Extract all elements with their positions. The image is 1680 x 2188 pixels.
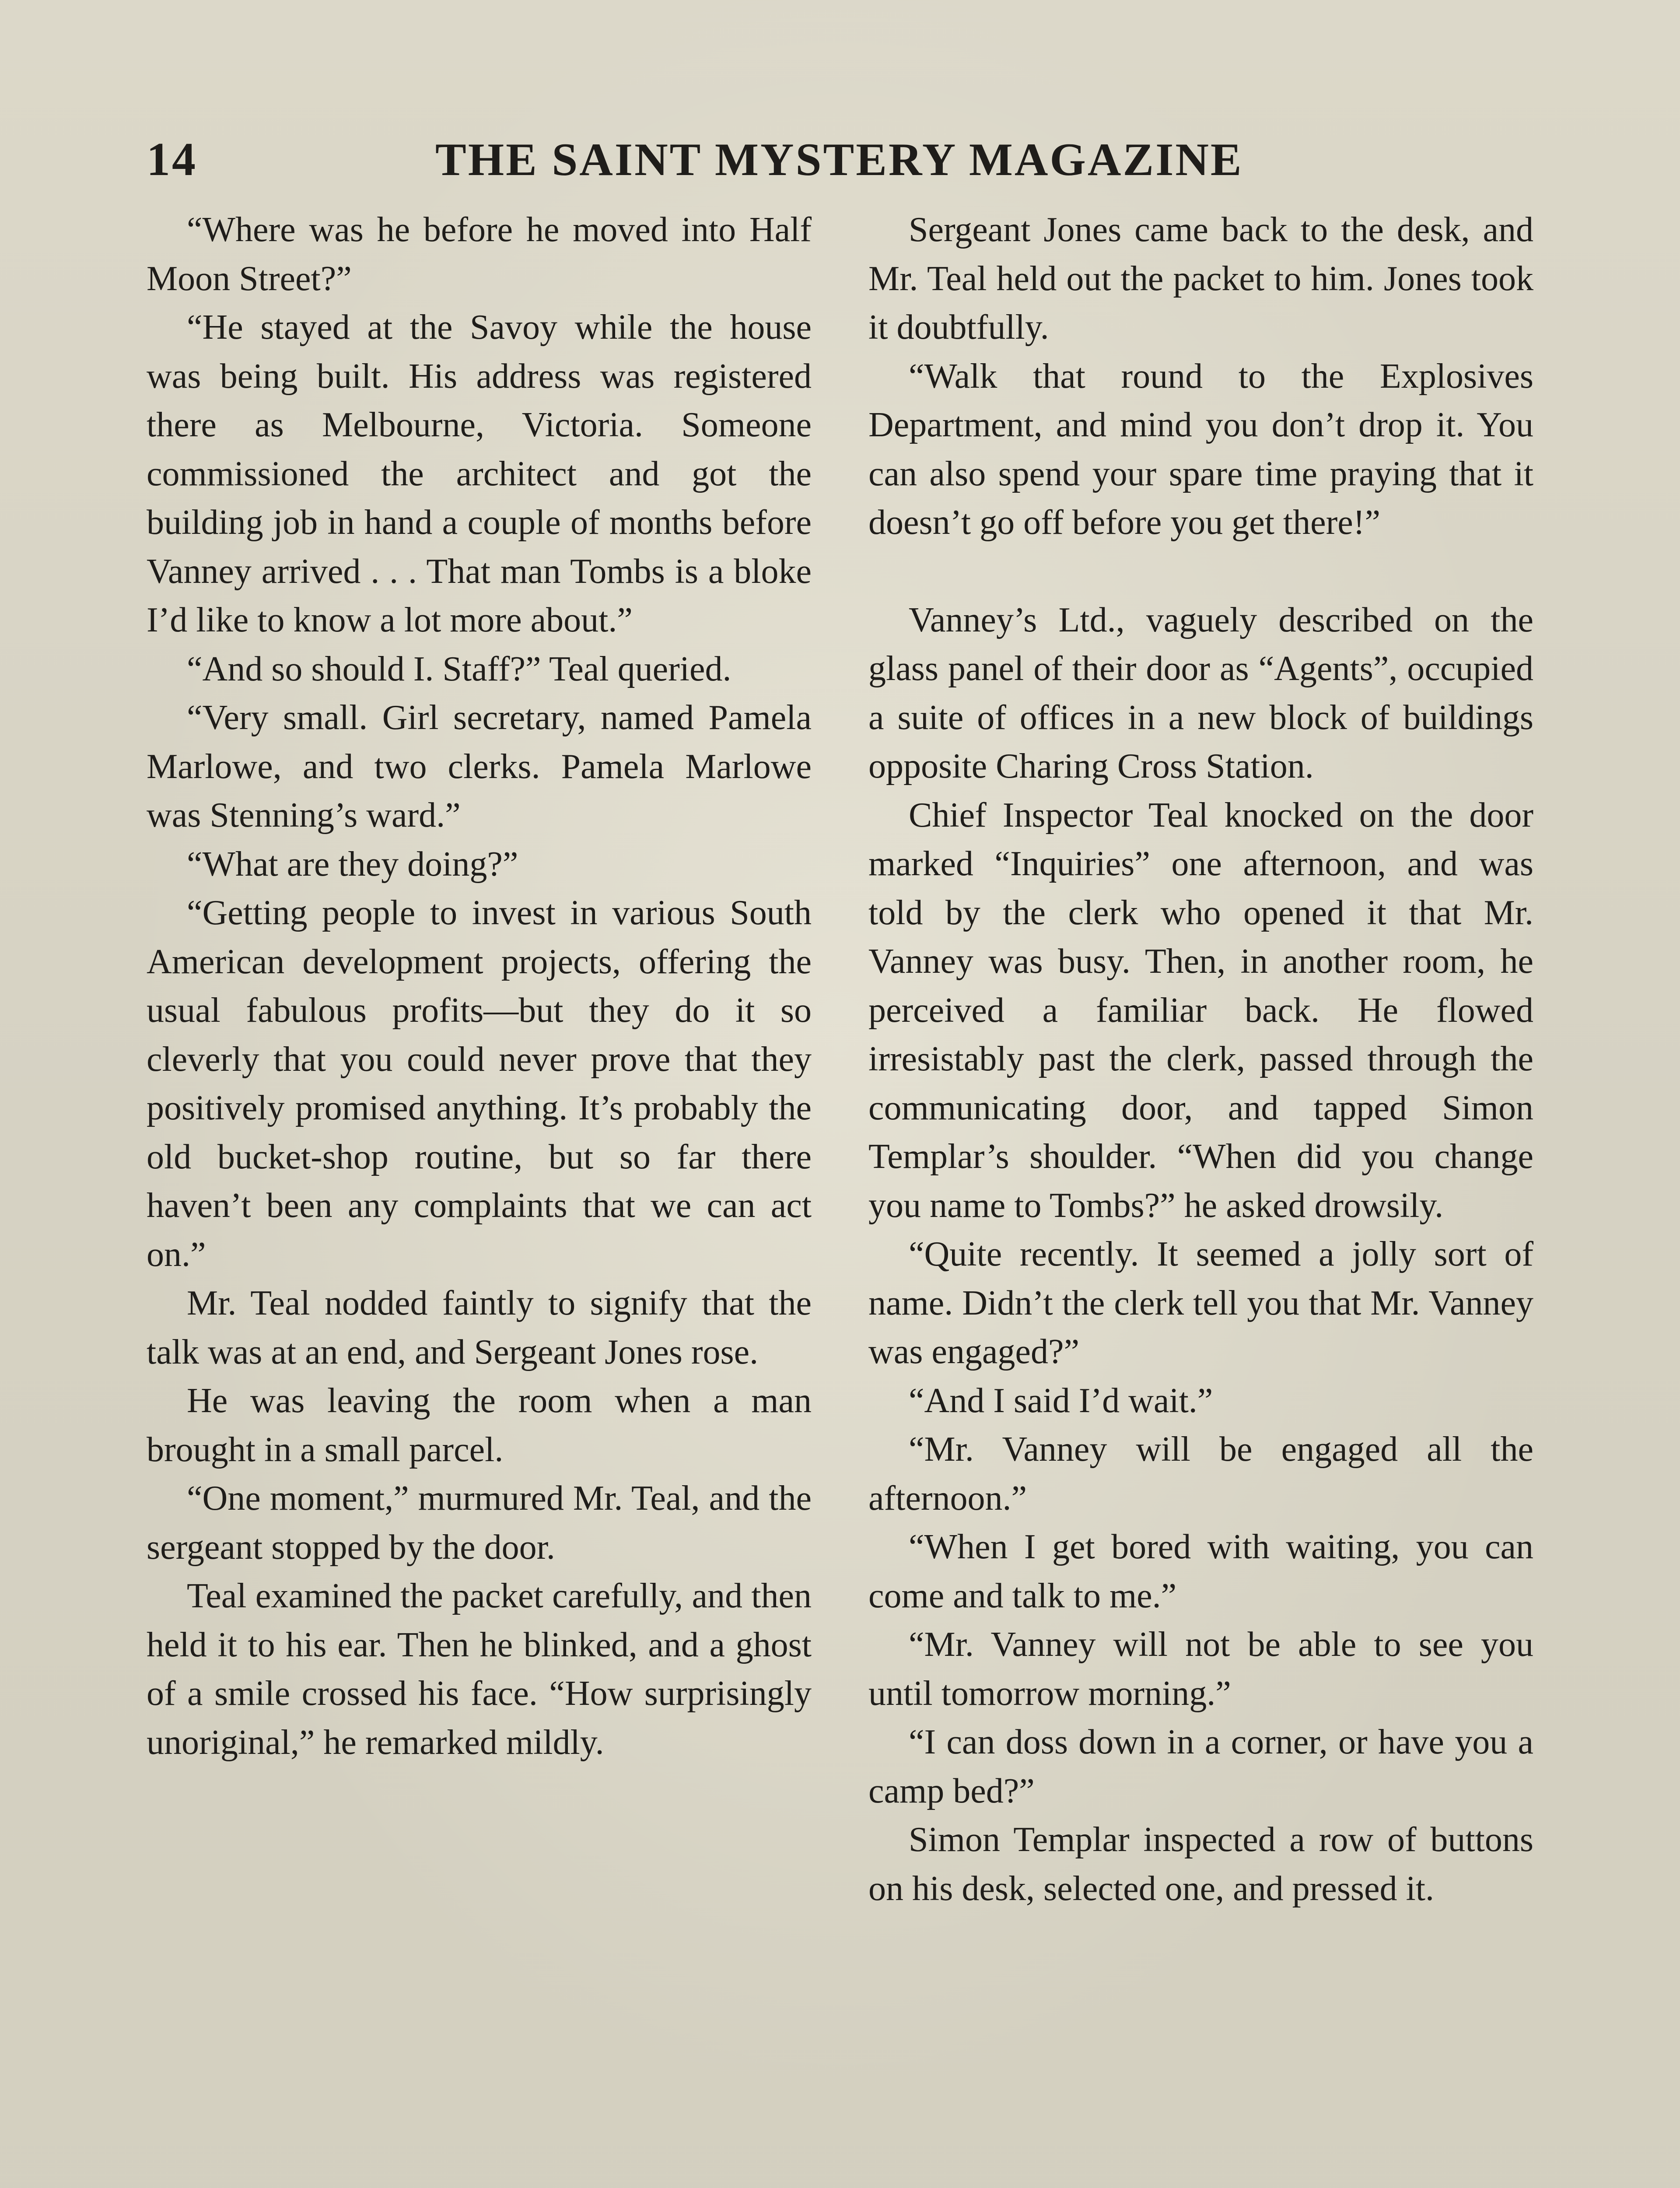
paragraph: Chief Inspector Teal knocked on the door marked “Inquiries” one afternoon, and was told by the clerk who opened it that Mr. Vanney was busy. Then, in another room, he perceived a familiar back. He flowed irresistably past the clerk, passed through the communicating door, and tapped Simon Templar’s shoulder. “When did you change you name to Tombs?” he asked drowsily.: [868, 796, 1533, 1225]
paragraph: “I can doss down in a corner, or have you a camp bed?”: [868, 1723, 1533, 1810]
paragraph: “Where was he before he moved into Half Moon Street?”: [147, 210, 812, 298]
paragraph: “He stayed at the Savoy while the house was being built. His address was registered there as Melbourne, Victoria. Someone commissioned the architect and got the building job in hand a couple of months before Vanney arrived . . . That man Tombs is a bloke I’d like to know a lot more about.”: [147, 308, 812, 639]
paragraph: “And I said I’d wait.”: [909, 1381, 1213, 1420]
paragraph: He was leaving the room when a man brought in a small parcel.: [147, 1382, 812, 1469]
paragraph: “One moment,” murmured Mr. Teal, and the sergeant stopped by the door.: [147, 1479, 812, 1567]
paragraph: “When I get bored with waiting, you can come and talk to me.”: [868, 1528, 1533, 1615]
right-text-column: [868, 206, 1533, 1913]
page-number: 14: [147, 133, 197, 186]
paragraph: Mr. Teal nodded faintly to signify that the talk was at an end, and Sergeant Jones rose.: [147, 1284, 812, 1371]
paragraph: “Getting people to invest in various South American development projects, offering the usual fabulous profits—but they do it so cleverly that you could never prove that they positively promised anything. It’s probably the old bucket-shop routine, but so far there haven’t been any complaints that we can act on.”: [147, 894, 812, 1274]
paragraph: “What are they doing?”: [187, 845, 518, 884]
paragraph: Simon Templar inspected a row of buttons on his desk, selected one, and pressed it.: [868, 1820, 1533, 1908]
paragraph: Vanney’s Ltd., vaguely described on the glass panel of their door as “Agents”, occupied a suite of offices in a new block of buildings opposite Charing Cross Station.: [868, 600, 1533, 785]
paragraph: “Mr. Vanney will be engaged all the afternoon.”: [868, 1430, 1533, 1518]
paragraph: “Quite recently. It seemed a jolly sort of name. Didn’t the clerk tell you that Mr. Vanney was engaged?”: [868, 1235, 1533, 1371]
left-text-column: [147, 206, 812, 1767]
paragraph: “Walk that round to the Explosives Department, and mind you don’t drop it. You can also spend your spare time praying that it doesn’t go off before you get there!”: [868, 357, 1533, 542]
paragraph: Sergeant Jones came back to the desk, and Mr. Teal held out the packet to him. Jones took it doubtfully.: [868, 210, 1533, 347]
paragraph: Teal examined the packet carefully, and then held it to his ear. Then he blinked, and a ghost of a smile crossed his face. “How surprisingly unoriginal,” he remarked mildly.: [147, 1577, 812, 1762]
paragraph: “Very small. Girl secretary, named Pamela Marlowe, and two clerks. Pamela Marlowe was Stenning’s ward.”: [147, 698, 812, 835]
page-header: [147, 129, 1243, 190]
paragraph: “Mr. Vanney will not be able to see you until tomorrow morning.”: [868, 1625, 1533, 1713]
magazine-title: THE SAINT MYSTERY MAGAZINE: [435, 134, 1243, 185]
paragraph: “And so should I. Staff?” Teal queried.: [187, 649, 732, 688]
section-break: [868, 547, 1533, 596]
